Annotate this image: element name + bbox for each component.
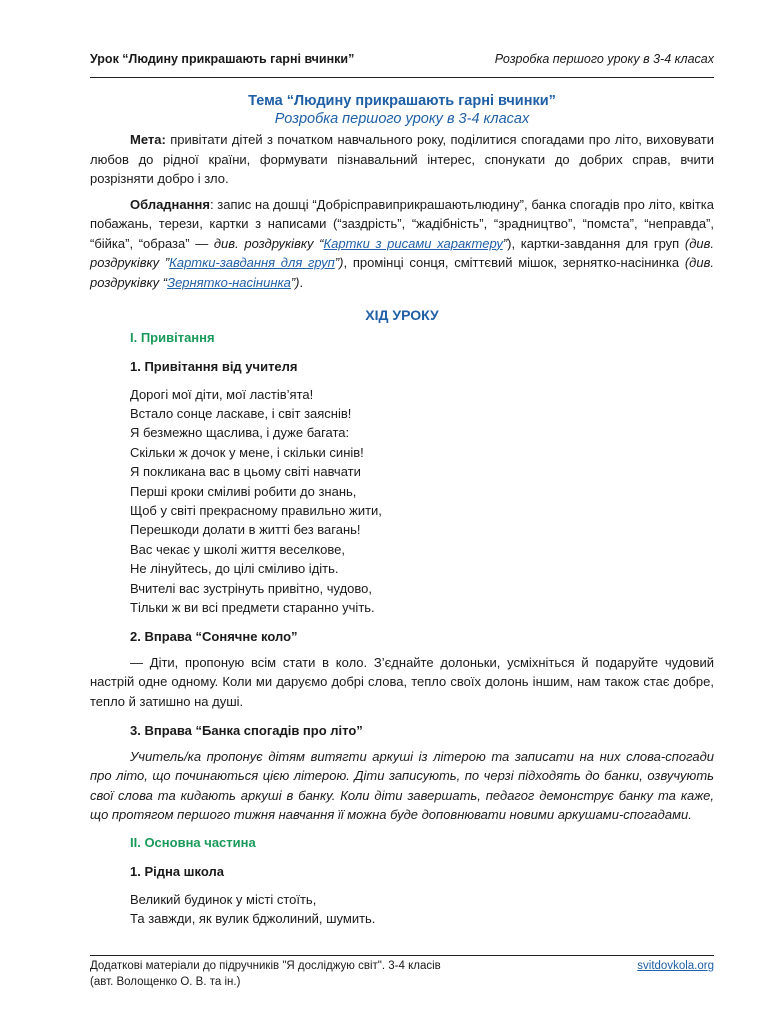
footer-authors-text: (авт. Волощенко О. В. та ін.) <box>90 976 241 988</box>
document-body <box>90 92 714 929</box>
page-subtitle: Розробка першого уроку в 3-4 класах <box>274 111 530 127</box>
equipment-text-end: . <box>299 274 304 290</box>
equipment-note-3: (див. роздруківку “ <box>90 255 714 290</box>
native-school-heading: 1. Рідна школа <box>130 864 224 880</box>
footer-site-link[interactable]: svitdovkola.org <box>637 960 714 972</box>
poem-line: Великий будинок у місті стоїть, <box>130 891 317 907</box>
equipment-text-2: ), картки-завдання для груп <box>507 235 685 251</box>
equipment-note-3-close: ”) <box>290 274 300 290</box>
header-lesson-title: Урок “Людину прикрашають гарні вчинки” <box>90 52 355 66</box>
footer-materials-text: Додаткові матеріали до підручників "Я досліджую світ". 3-4 класів <box>90 960 441 972</box>
goal-label: Мета: <box>130 132 166 147</box>
link-character-cards[interactable]: Картки з рисами характеру <box>323 235 503 251</box>
poem-line: Скільки ж дочок у мене, і скільки синів! <box>130 444 364 460</box>
goal-text: привітати дітей з початком навчального року, поділитися спогадами про літо, виховувати любов до рідної країни, формувати пізнавальний інтерес, спонукати до добрих справ, вчити розрізняти добро і зло. <box>90 132 714 186</box>
sunny-circle-heading: 2. Вправа “Сонячне коло” <box>130 629 298 645</box>
poem-line: Не лінуйтесь, до цілі сміливо ідіть. <box>130 561 339 577</box>
link-group-task-cards[interactable]: Картки-завдання для груп <box>169 255 335 270</box>
greeting-poem <box>130 385 714 618</box>
poem-line: Перешкоди долати в житті без вагань! <box>130 522 361 538</box>
page-title: Тема “Людину прикрашають гарні вчинки” <box>248 93 556 109</box>
school-poem <box>130 890 714 929</box>
equipment-paragraph <box>90 195 714 293</box>
poem-line: Тільки ж ви всі предмети старанно учіть. <box>130 599 375 615</box>
equipment-note-close: ” <box>502 235 508 251</box>
lesson-progress-heading: ХІД УРОКУ <box>365 307 439 323</box>
equipment-note-2-close: ”) <box>334 255 344 270</box>
poem-line: Дорогі мої діти, мої ластів’ята! <box>130 386 314 402</box>
teacher-greeting-heading: 1. Привітання від учителя <box>130 359 298 374</box>
equipment-label: Обладнання <box>130 196 210 212</box>
header-divider <box>90 77 714 78</box>
equipment-note-2: (див. роздруківку ” <box>90 235 715 270</box>
equipment-note: див. роздруківку “ <box>213 235 324 251</box>
poem-line: Я безмежно щаслива, і дуже багата: <box>130 425 350 441</box>
poem-line: Щоб у світі прекрасному правильно жити, <box>130 502 382 518</box>
footer-divider <box>90 955 714 956</box>
poem-line: Встало сонце ласкаве, і світ заяснів! <box>130 405 352 421</box>
poem-line: Я покликана вас в цьому світі навчати <box>130 464 361 480</box>
poem-line: Вас чекає у школі життя веселкове, <box>130 541 345 557</box>
equipment-text-3: , промінці сонця, сміттєвий мішок, зернятко-насінинка <box>343 255 685 270</box>
link-seed-printout[interactable]: Зернятко-насінинка <box>167 274 291 290</box>
sunny-circle-text: — Діти, пропоную всім стати в коло. З’єднайте долоньки, усміхніться й подаруйте чудовий настрій одне одному. Коли ми даруємо добрі слова, тепло своїх долонь іншим, нам також стає добре, тепло й затишно на душі. <box>90 654 714 709</box>
memory-jar-heading: 3. Вправа “Банка спогадів про літо” <box>130 723 363 739</box>
header-lesson-subtitle: Розробка першого уроку в 3-4 класах <box>494 52 714 66</box>
poem-line: Вчителі вас зустрінуть привітно, чудово, <box>130 580 372 596</box>
equipment-text: : запис на дошці “Добрісправиприкрашаютьлюдину”, банка спогадів про літо, квітка побажань, терези, картки з написами (“заздрість”, “жадібність”, “зрадництво”, “помста”, “неправда”, “бійка”, “образа” — <box>90 196 714 251</box>
poem-line: Та завжди, як вулик бджолиний, шумить. <box>130 911 376 927</box>
section-greeting-heading: І. Привітання <box>130 329 215 345</box>
section-main-heading: ІІ. Основна частина <box>130 834 256 850</box>
goal-paragraph <box>90 130 714 189</box>
memory-jar-text: Учитель/ка пропонує дітям витягти аркуші із літерою та записати на них слова-спогади про літо, що починаються цією літерою. Діти записують, по черзі підходять до банки, озвучують свої слова та кидають аркуші в банку. Коли діти завершать, педагог демонструє банку та каже, що протягом першого тижня навчання її можна буде доповнювати новими аркушами-спогадами. <box>90 748 714 823</box>
page-footer <box>90 958 714 990</box>
poem-line: Перші кроки сміливі робити до знань, <box>130 483 357 499</box>
